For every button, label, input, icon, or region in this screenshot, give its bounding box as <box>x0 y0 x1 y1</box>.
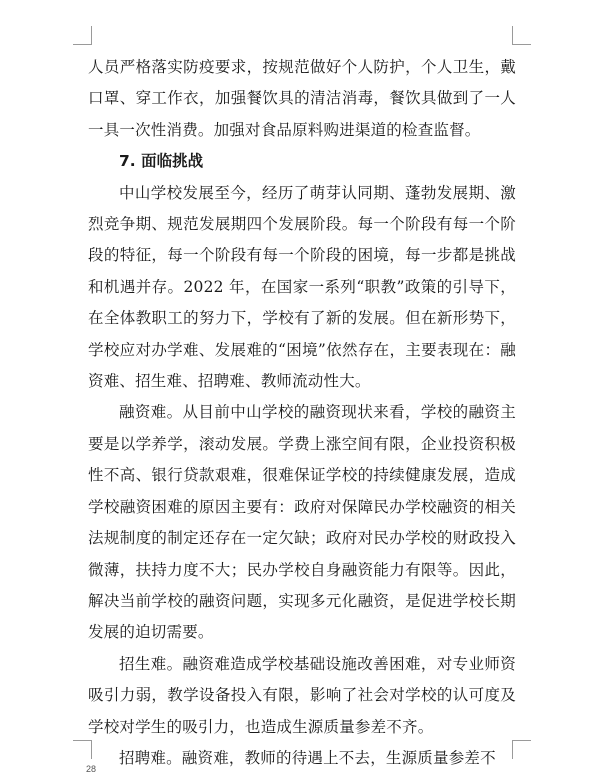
paragraph-continued: 人员严格落实防疫要求，按规范做好个人防护，个人卫生，戴口罩、穿工作衣，加强餐饮具的清洁消毒，餐饮具做到了一人一具一次性消费。加强对食品原料购进渠道的检查监督。 <box>88 58 516 139</box>
paragraph-enrollment-difficulty: 招生难。融资难造成学校基础设施改善困难，对专业师资吸引力弱，教学设备投入有限，影响了社会对学校的认可度及学校对学生的吸引力，也造成生源质量参差不齐。 <box>88 654 516 736</box>
document-body <box>88 52 516 774</box>
paragraph-recruitment-difficulty: 招聘难。融资难，教师的待遇上不去，生源质量参差不 <box>119 748 496 767</box>
paragraph-development-stages: 中山学校发展至今，经历了萌芽认同期、蓬勃发展期、激烈竞争期、规范发展期四个发展阶段。每一个阶段有每一个阶段的特征，每一个阶段有每一个阶段的困境，每一步都是挑战和机遇并存。2022 年，在国家一系列“职教”政策的引导下，在全体教职工的努力下，学校有了新的发展。但在新形势下，学校应对办学难、发展难的“困境”依然存在，主要表现在：融资难、招生难、招聘难、教师流动性大。 <box>88 183 516 391</box>
paragraph-financing-difficulty: 融资难。从目前中山学校的融资现状来看，学校的融资主要是以学养学，滚动发展。学费上涨空间有限，企业投资积极性不高、银行贷款艰难，很难保证学校的持续健康发展，造成学校融资困难的原因主要有：政府对保障民办学校融资的相关法规制度的制定还存在一定欠缺；政府对民办学校的财政投入微薄，扶持力度不大；民办学校自身融资能力有限等。因此，解决当前学校的融资问题，实现多元化融资，是促进学校长期发展的迫切需要。 <box>88 403 516 642</box>
crop-mark-top-right <box>512 26 531 45</box>
crop-mark-top-left <box>73 26 92 45</box>
page-number: 28 <box>86 764 97 774</box>
section-heading: 7. 面临挑战 <box>119 152 204 171</box>
